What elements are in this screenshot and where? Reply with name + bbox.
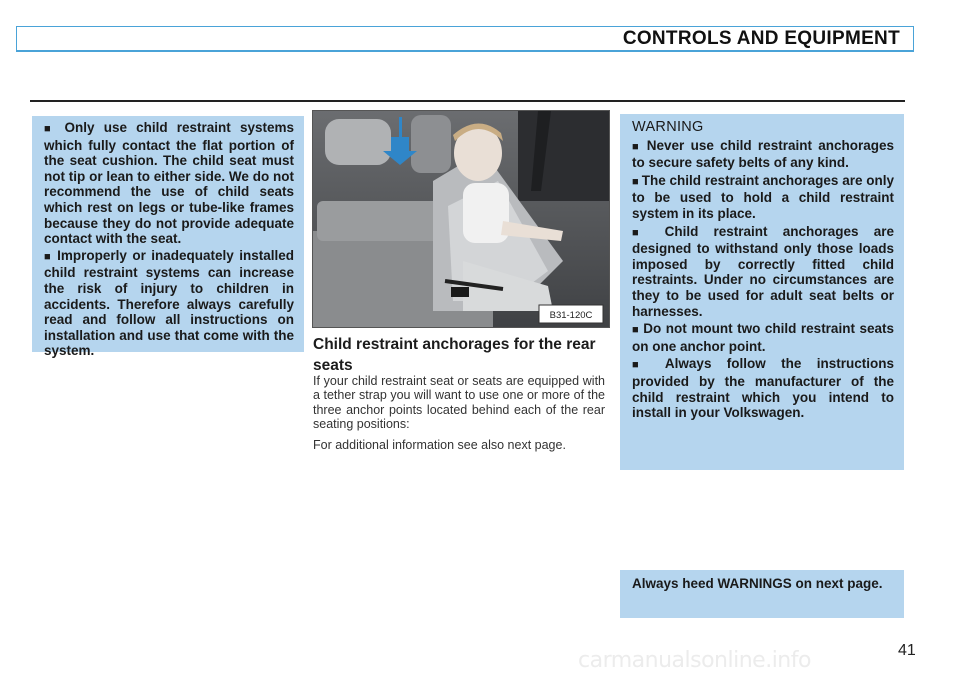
warning-item: ■ Child restraint anchorages are designed to withstand only those loads imposed by correctly fitted child restraints. Under no circumstances are they to be used for adult seat belts or harnesses. — [632, 224, 894, 320]
warning-heading: WARNING — [632, 119, 704, 135]
section-heading: Child restraint anchorages for the rear seats — [313, 336, 596, 374]
page-number: 41 — [898, 642, 916, 659]
warning-item: ■ The child restraint anchorages are only to be used to hold a child restraint system in its place. — [632, 173, 894, 222]
child-seat-illustration — [312, 110, 610, 328]
warning-item: ■ Do not mount two child restraint seats on one anchor point. — [632, 321, 894, 354]
header-line — [16, 50, 914, 52]
notice-box — [620, 570, 904, 618]
watermark: carmanualsonline.info — [578, 648, 811, 673]
body-paragraph: For additional information see also next page. — [313, 438, 566, 453]
caution-paragraph: ■ Improperly or inadequately installed child restraint systems can increase the risk of injury to children in accidents. Therefore always carefully read and follow all instructions on installation and use that come with the system. — [44, 248, 294, 359]
child-seat-photo — [313, 111, 609, 327]
body-paragraph: If your child restraint seat or seats are equipped with a tether strap you will want to use one or more of the three anchor points located behind each of the rear seating positions: — [313, 374, 605, 431]
body-text — [313, 374, 605, 452]
warning-item: ■ Never use child restraint anchorages to secure safety belts of any kind. — [632, 138, 894, 171]
caution-box — [32, 116, 304, 359]
divider-rule — [30, 100, 905, 102]
figure-label: B31-120C — [549, 310, 593, 321]
warning-item: ■ Always follow the instructions provided by the manufacturer of the child restraint which you intend to install in your Volkswagen. — [632, 356, 894, 420]
notice-text: Always heed WARNINGS on next page. — [632, 576, 883, 591]
caution-paragraph: ■ Only use child restraint systems which fully contact the flat portion of the seat cushion. The child seat must not tip or lean to either side. We do not recommend the use of child seats which rest on legs or tube-like frames because they do not provide adequate contact with the seat. — [44, 120, 294, 247]
section-title: CONTROLS AND EQUIPMENT — [622, 28, 900, 49]
warning-box — [620, 114, 904, 470]
